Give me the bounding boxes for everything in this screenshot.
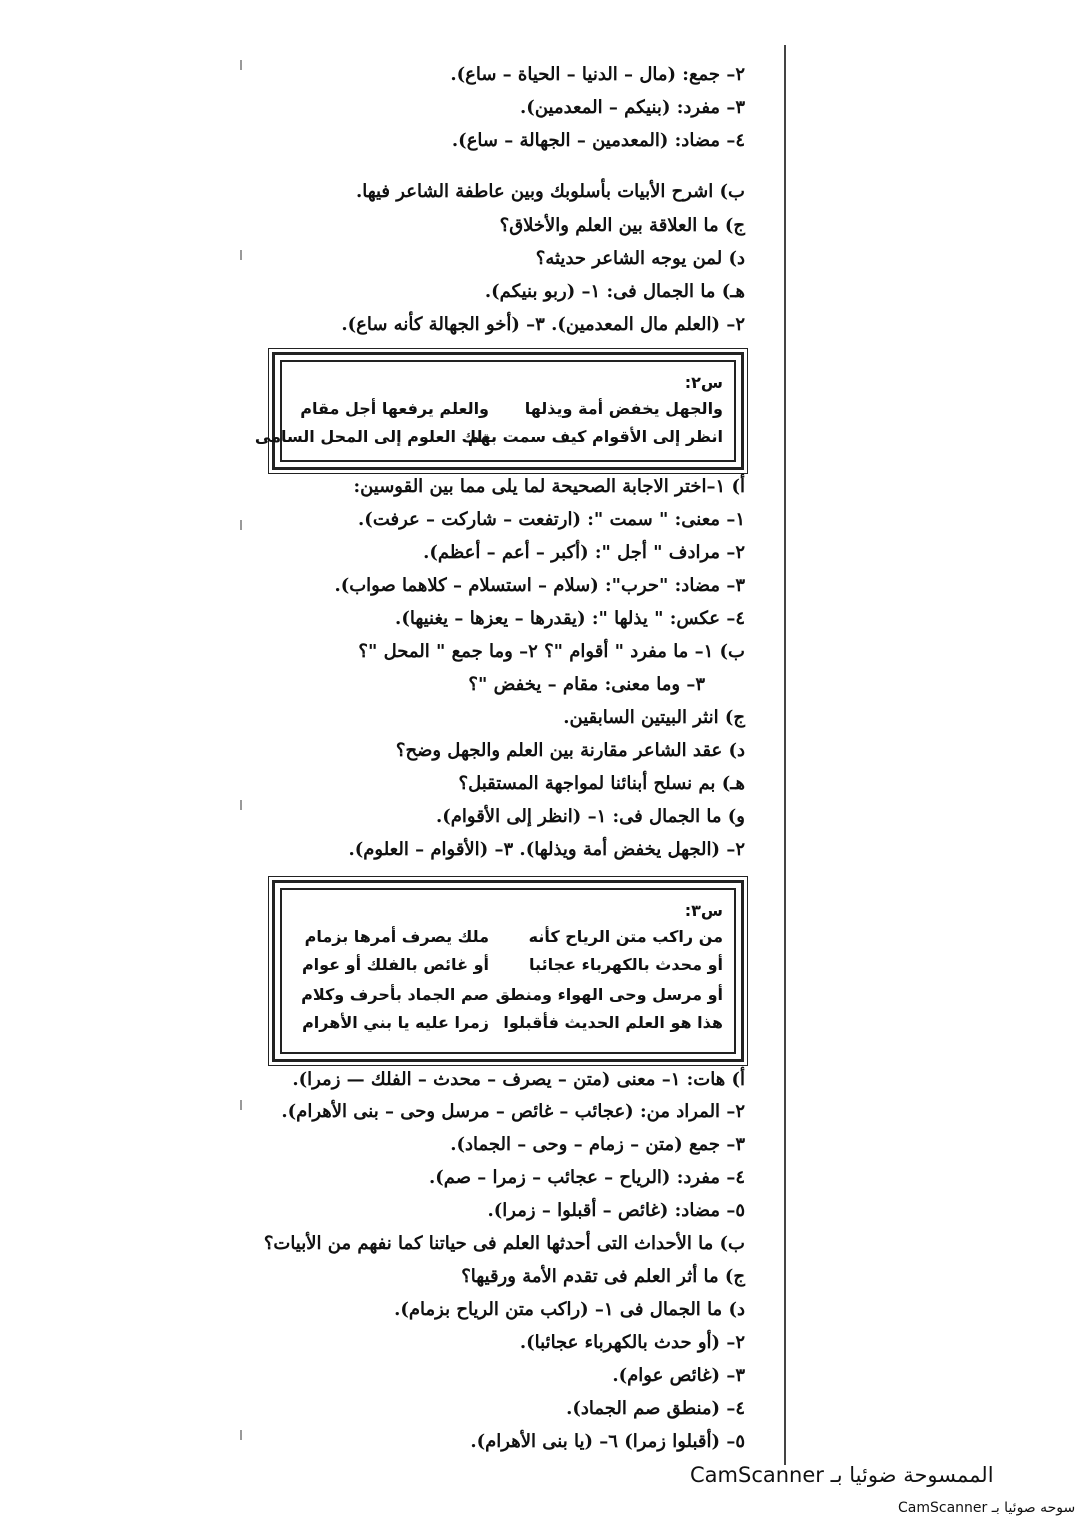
question-title: س٢: — [684, 373, 723, 392]
text-line: ٢– (الجهل يخفض أمة ويذلها). ٣– (الأقوام – العلوم). — [348, 839, 745, 860]
text-line: ٣– (غائص عوام). — [612, 1365, 745, 1386]
text-line: هـ) ما الجمال فى: ١– (ربو بنيكم). — [484, 281, 745, 302]
text-line: ٥– (أقبلوا زمرا) ٦– (يا بنى الأهرام). — [470, 1431, 745, 1452]
verse-first-half: أو مرسل وحى الهواء ومنطق — [495, 985, 723, 1004]
text-line: ٢– المراد من: (عجائب – غائص – مرسل وحى – بنى الأهرام). — [281, 1101, 745, 1122]
margin-tick — [240, 250, 242, 260]
text-line: ٢– جمع: (مال – الدنيا – الحياة – ساع). — [450, 64, 745, 85]
verse-first-half: من راكب متن الرياح كأنه — [528, 927, 723, 946]
text-line: د) ما الجمال فى ١– (راكب متن الرياح بزمام). — [394, 1299, 745, 1320]
text-line: ٤– مضاد: (المعدمين – الجهالة – ساع). — [451, 130, 745, 151]
text-line: ٣– وما معنى: مقام – يخفض "؟ — [468, 674, 705, 695]
text-line: ٤– مفرد: (الرياح – عجائب – زمرا – صم). — [428, 1167, 745, 1188]
text-line: ج) ما العلاقة بين العلم والأخلاق؟ — [499, 215, 745, 236]
question-title: س٣: — [684, 901, 723, 920]
verse-second-half: صم الجماد بأحرف وكلام — [301, 985, 489, 1004]
text-line: ٣– مفرد: (بنيكم – المعدمين). — [520, 97, 745, 118]
margin-tick — [240, 60, 242, 70]
text-line: د) عقد الشاعر مقارنة بين العلم والجهل وضح؟ — [395, 740, 745, 761]
verse-first-half: أو محدث بالكهرباء عجائبا — [529, 955, 723, 974]
margin-tick — [240, 520, 242, 530]
text-line: ٤– (منطق صم الجماد). — [566, 1398, 745, 1419]
page-margin-line — [784, 45, 786, 1465]
text-line: ٢– (العلم مال المعدمين). ٣– (أخو الجهالة كأنه ساع). — [341, 314, 745, 335]
verse-second-half: ملك يصرف أمرها بزمام — [304, 927, 489, 946]
text-line: ٣– جمع (متن – زمام – وحى – الجماد). — [450, 1134, 745, 1155]
text-line: أ) هات: ١– معنى (متن – يصرف – محدث – الفلك — زمرا). — [292, 1069, 745, 1090]
text-line: ١– معنى: " سمت ": (ارتفعت – شاركت – عرفت). — [358, 509, 745, 530]
verse-second-half: والعلم يرفعها أجل مقام — [300, 399, 489, 418]
text-line: هـ) بم نسلح أبنائنا لمواجهة المستقبل؟ — [458, 773, 745, 794]
verse-second-half: تلك العلوم إلى المحل السامى — [254, 427, 489, 446]
text-line: ٢– مرادف " أجل ": (أكبر – أعم – أعظم). — [423, 542, 745, 563]
camscanner-watermark: الممسوحة ضوئيا بـ CamScanner — [690, 1463, 994, 1487]
camscanner-watermark-secondary: سوحه صوئيا بـ CamScanner — [898, 1500, 1076, 1516]
text-line: د) لمن يوجه الشاعر حديثه؟ — [535, 248, 745, 269]
text-line: ب) ١– ما مفرد " أقوام "؟ ٢– وما جمع " المحل "؟ — [358, 641, 745, 662]
poem-box-q3 — [272, 880, 744, 1062]
text-line: ج) انثر البيتين السابقين. — [563, 707, 745, 728]
text-line: ب) اشرح الأبيات بأسلوبك وبين عاطفة الشاعر فيها. — [355, 181, 745, 202]
verse-second-half: أو غائص بالفلك أو عوام — [301, 955, 489, 974]
text-line: ٢– (أو حدث بالكهرباء عجائبا). — [519, 1332, 745, 1353]
text-line: ب) ما الأحداث التى أحدثها العلم فى حياتنا كما نفهم من الأبيات؟ — [263, 1233, 745, 1254]
verse-second-half: زمرا عليه يا بني الأهرام — [302, 1013, 489, 1032]
text-line: ٣– مضاد: "حرب": (سلام – استسلام – كلاهما صواب). — [334, 575, 745, 596]
verse-first-half: انظر إلى الأقوام كيف سمت بهم — [467, 427, 723, 446]
text-line: أ) ١–اختر الاجابة الصحيحة لما يلى مما بين القوسين: — [353, 476, 745, 497]
poem-box-q2 — [254, 352, 744, 470]
verse-first-half: هذا هو العلم الحديث فأقبلوا — [503, 1013, 723, 1032]
text-line: ج) ما أثر العلم فى تقدم الأمة ورقيها؟ — [461, 1266, 745, 1287]
verse-first-half: والجهل يخفض أمة ويذلها — [524, 399, 723, 418]
text-line: ٤– عكس: " يذلها ": (يقدرها – يعزها – يغنيها). — [395, 608, 745, 629]
margin-tick — [240, 1100, 242, 1110]
margin-tick — [240, 1430, 242, 1440]
margin-tick — [240, 800, 242, 810]
text-line: ٥– مضاد: (غائص – أقبلوا – زمرا). — [487, 1200, 745, 1221]
text-line: و) ما الجمال فى: ١– (انظر إلى الأقوام). — [435, 806, 745, 827]
